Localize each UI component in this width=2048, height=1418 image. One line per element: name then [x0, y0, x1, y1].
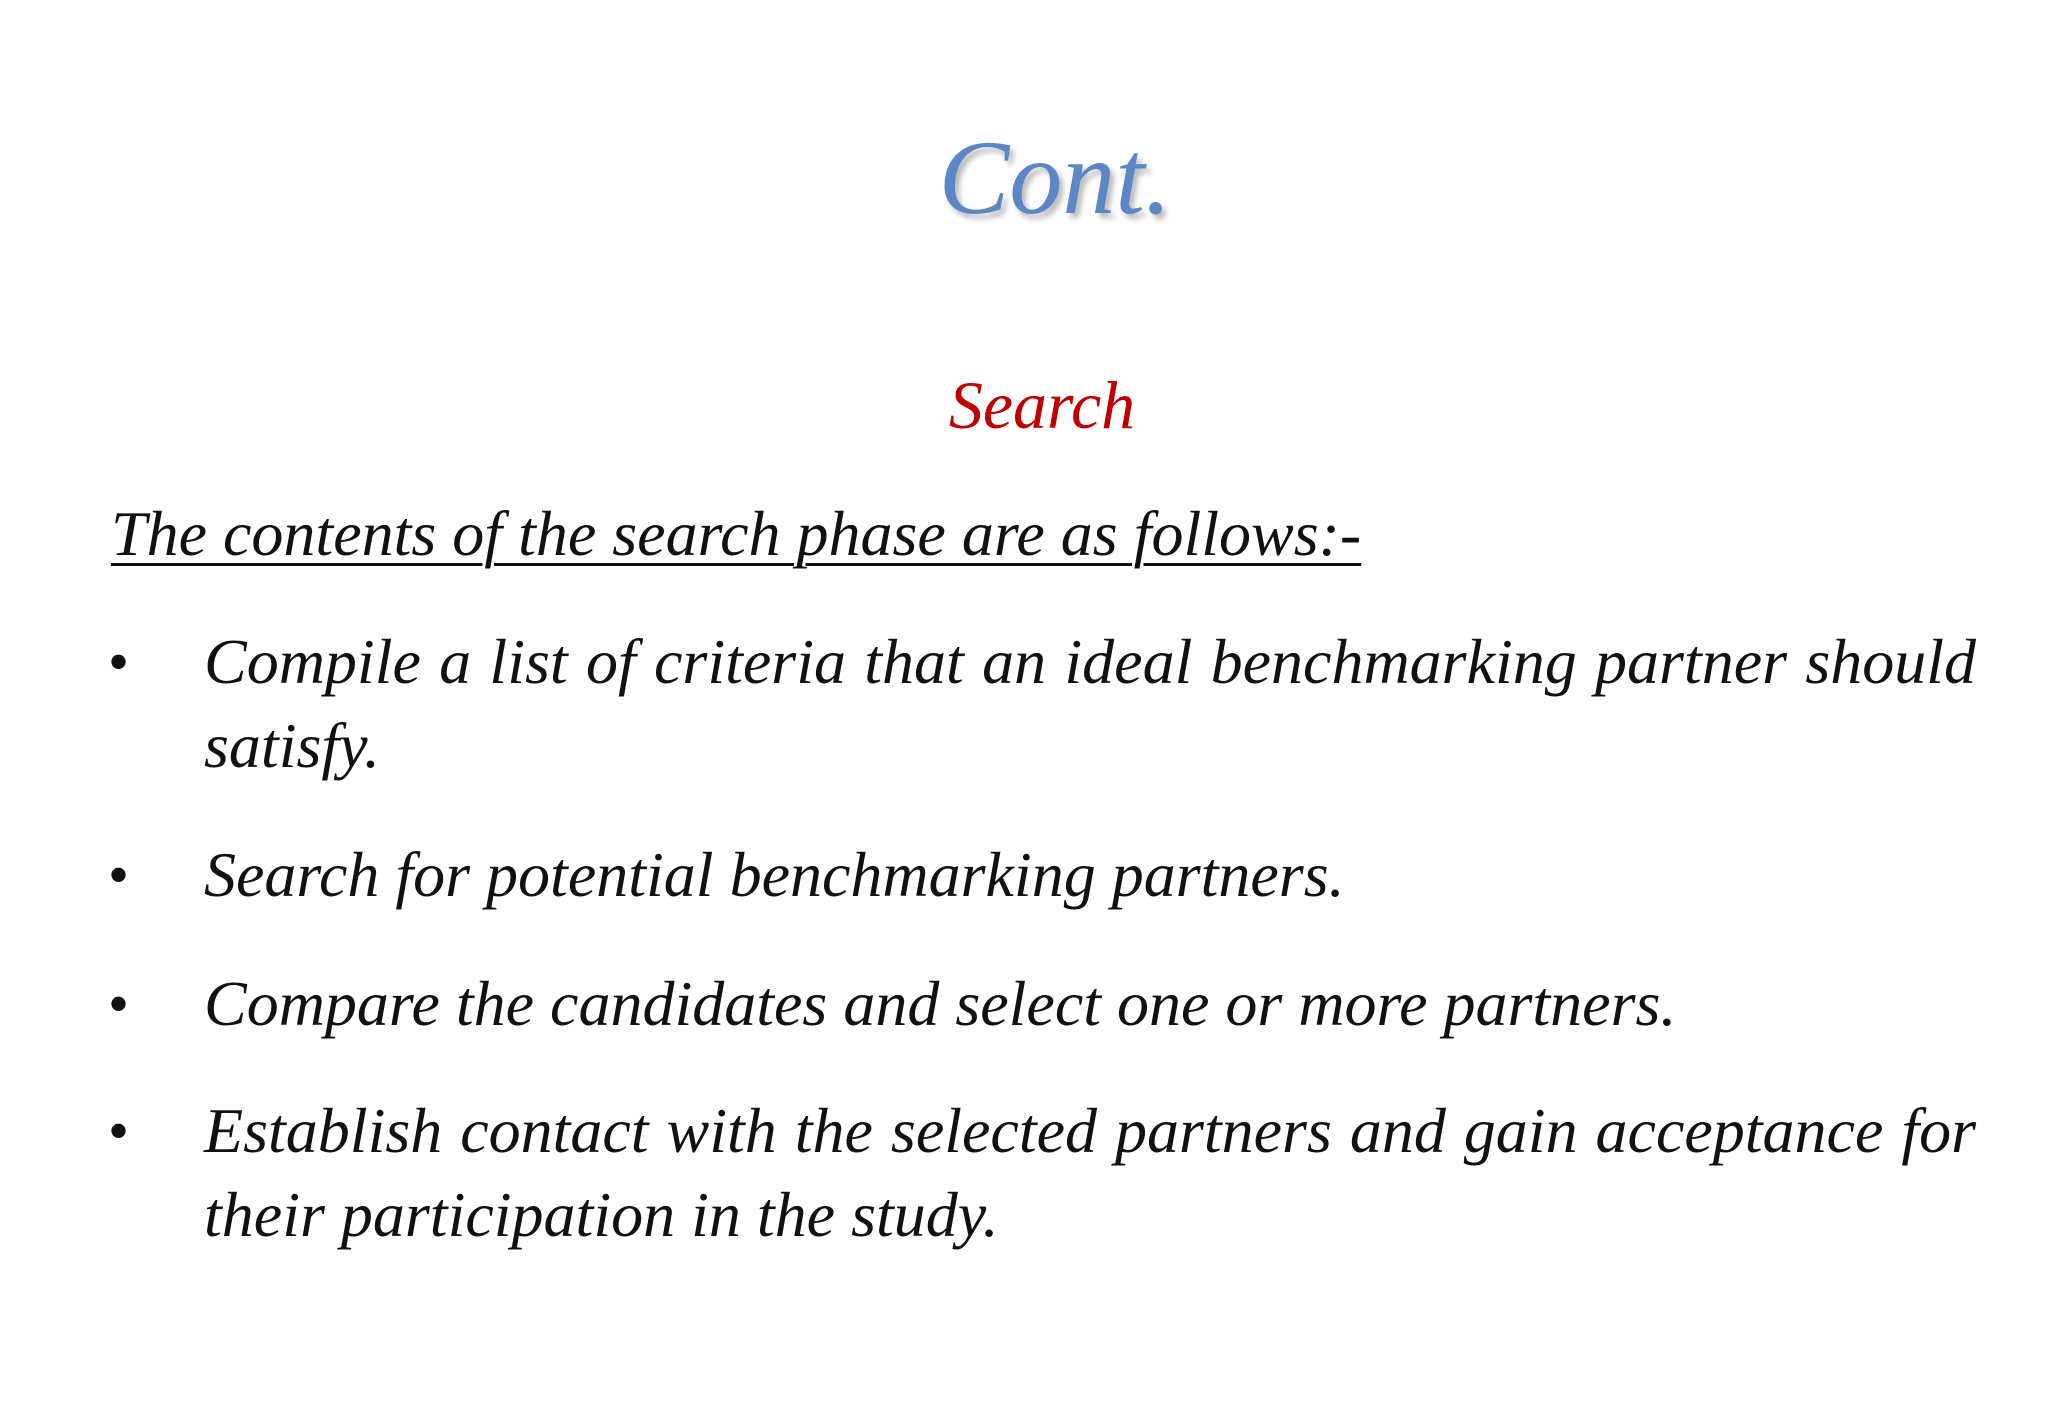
- bullet-item: [108, 962, 1976, 1046]
- section-heading: Search: [948, 367, 1136, 443]
- bullet-item: [108, 1089, 1976, 1257]
- bullet-icon: •: [108, 842, 130, 908]
- bullet-item: [108, 833, 1976, 917]
- bullet-text: Establish contact with the selected partners and gain acceptance for their participation in the study.: [204, 1095, 1976, 1250]
- bullet-icon: •: [108, 1098, 130, 1164]
- bullet-text: Search for potential benchmarking partners.: [204, 839, 1345, 910]
- bullet-icon: •: [108, 629, 130, 695]
- bullet-item: [108, 620, 1976, 788]
- bullet-text: Compare the candidates and select one or more partners.: [204, 968, 1677, 1039]
- bullet-text: Compile a list of criteria that an ideal benchmarking partner should satisfy.: [204, 626, 1976, 781]
- intro-text: The contents of the search phase are as follows:-: [111, 498, 1362, 569]
- slide-title: Cont.: [938, 119, 1172, 236]
- bullet-icon: •: [108, 971, 130, 1037]
